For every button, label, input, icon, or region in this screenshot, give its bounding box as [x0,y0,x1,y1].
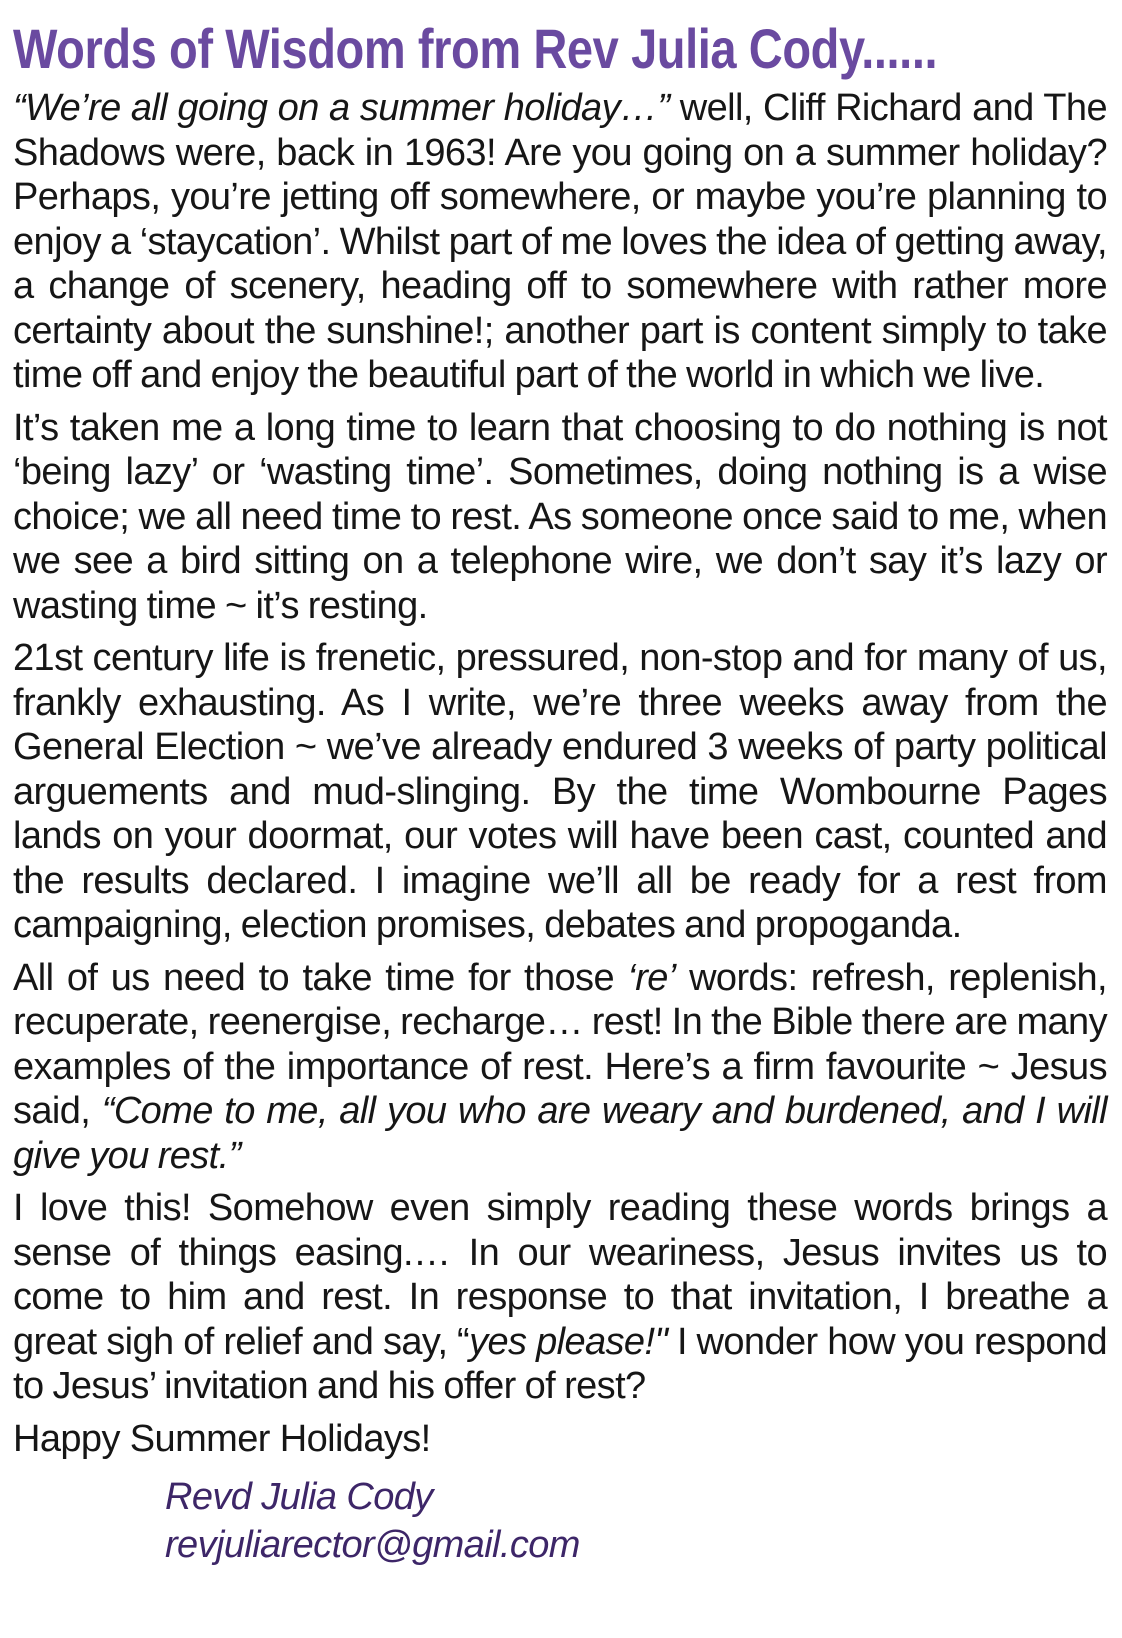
signature-email-link[interactable]: revjuliarector@gmail.com [165,1524,580,1566]
article-body [13,86,1107,1409]
article [13,18,1107,1569]
signature-block [165,1473,1107,1569]
paragraph-segment: well, Cliff Richard and The Shadows were, back in 1963! Are you going on a summer holiday? Perhaps, you’re jetting off somewhere, or maybe you’re planning to enjoy a ‘staycation’. Whilst part of me loves the idea of getting away, a change of scenery, heading off to somewhere with rather more certainty about the sunshine!; another part is content simply to take time off and enjoy the beautiful part of the world in which we live. [13,87,1107,396]
paragraph-segment: It’s taken me a long time to learn that choosing to do nothing is not ‘being lazy’ or ‘wasting time’. Sometimes, doing nothing is a wise choice; we all need time to rest. As someone once said to me, when we see a bird sitting on a telephone wire, we don’t say it’s lazy or wasting time ~ it’s resting. [13,406,1107,627]
paragraph-5 [13,1186,1107,1409]
paragraph-4 [13,956,1107,1179]
paragraph-segment: ‘re’ [627,956,676,999]
paragraph-segment: “We’re all going on a summer holiday…” [13,87,670,129]
paragraph-segment: yes please!" [469,1320,668,1363]
bible-quote: “Come to me, all you who are weary and burdened, and I will give you rest.” [13,1090,1107,1177]
paragraph-segment: 21st century life is frenetic, pressured, non-stop and for many of us, frankly exhausting. As I write, we’re three weeks away from the General Election ~ we’ve already endured 3 weeks of party political arguements and mud-slinging. By the time Wombourne Pages lands on your doormat, our votes will have been cast, counted and the results declared. I imagine we’ll all be ready for a rest from campaigning, election promises, debates and propoganda. [13,637,1107,946]
paragraph-segment: All of us need to take time for those [13,956,628,999]
paragraph-2 [13,406,1107,629]
signature-name: Revd Julia Cody [165,1476,433,1518]
closing-line: Happy Summer Holidays! [13,1417,431,1460]
paragraph-3 [13,636,1107,948]
paragraph-segment: words: refresh, replenish, recuperate, reenergise, recharge… rest! In the Bible there are many examples of the importance of rest. Here’s a firm favourite ~ Jesus said, [13,956,1107,1132]
paragraph-segment: I wonder how you respond to Jesus’ invitation and his offer of rest? [13,1320,1107,1407]
article-title: Words of Wisdom from Rev Julia Cody...... [13,17,938,80]
paragraph-1 [13,86,1107,398]
paragraph-segment: I love this! Somehow even simply reading these words brings a sense of things easing.… In our weariness, Jesus invites us to come to him and rest. In response to that invitation, I breathe a great sigh of relief and say, “ [13,1187,1107,1363]
